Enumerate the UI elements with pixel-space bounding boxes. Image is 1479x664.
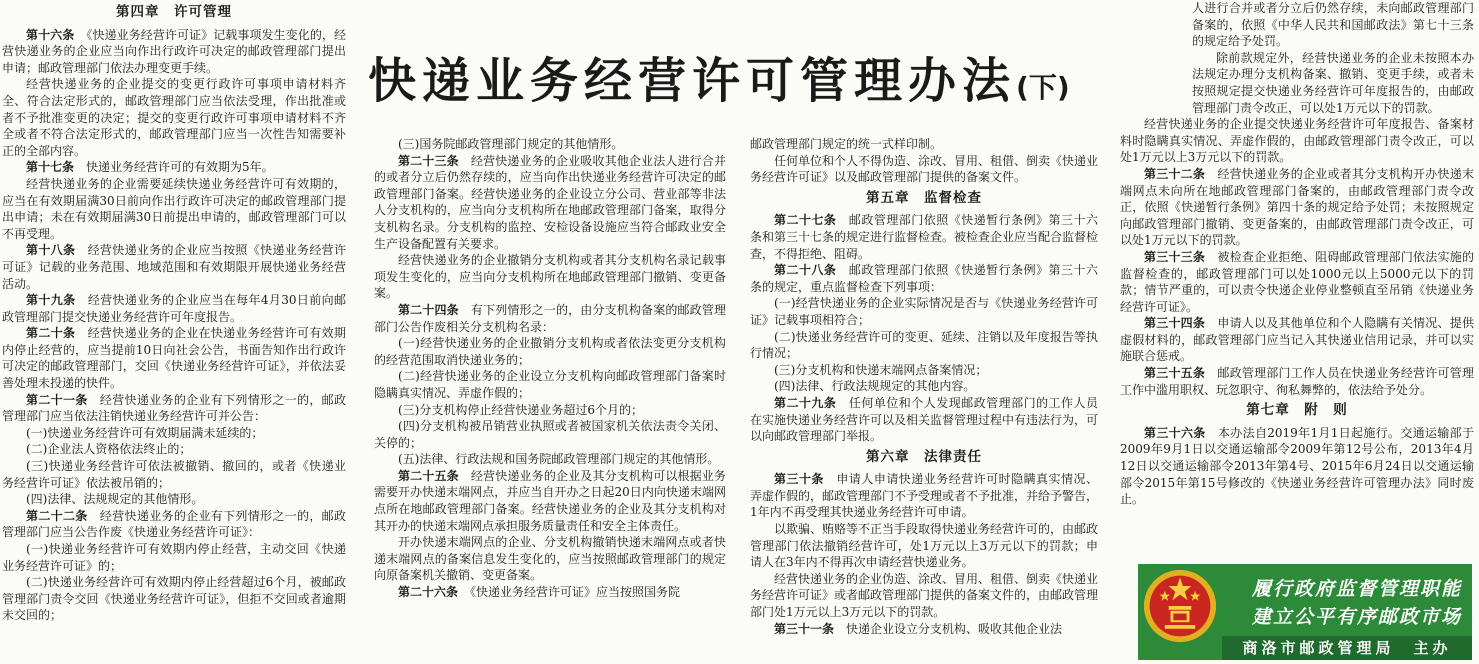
article-number: 第二十一条 bbox=[26, 392, 88, 407]
page-title bbox=[368, 42, 1108, 111]
paragraph-text: 开办快递末端网点的企业、分支机构撤销快递末端网点或者快递末端网点的备案信息发生变化的，应当按照邮政管理部门的规定向原备案机关撤销、变更备案。 bbox=[374, 535, 726, 583]
paragraph-text: (五)法律、行政法规和国务院邮政管理部门规定的其他情形。 bbox=[398, 452, 720, 467]
paragraph-text: 快递业务经营许可的有效期为5年。 bbox=[86, 160, 274, 175]
paragraph bbox=[750, 329, 1098, 362]
paragraph-text: 经营快递业务的企业提交的变更行政许可事项申请材料齐全、符合法定形式的，邮政管理部门应当依法受理，作出批准或者不予批准变更的决定；提交的变更行政许可事项申请材料不齐全或者不符合法定形式的，邮政管理部门应当一次性告知需要补正的全部内容。 bbox=[2, 77, 346, 158]
banner-line-1: 履行政府监督管理职能 bbox=[1252, 578, 1463, 600]
paragraph-text: (二)快递业务经营许可有效期内停止经营超过6个月，被邮政管理部门责令交回《快递业务经营许可证》，但拒不交回或者逾期未交回的； bbox=[2, 575, 346, 623]
paragraph-text: 经营快递业务的企业有下列情形之一的，邮政管理部门应当公告作废《快递业务经营许可证》： bbox=[2, 508, 346, 540]
article-number: 第三十二条 bbox=[1144, 166, 1206, 181]
paragraph bbox=[374, 153, 726, 253]
national-emblem-icon bbox=[1142, 568, 1218, 644]
paragraph-text: 申请人以及其他单位和个人隐瞒有关情况、提供虚假材料的，邮政管理部门应当记入其快递业信用记录，并可以实施联合惩戒。 bbox=[1120, 316, 1474, 364]
paragraph bbox=[750, 153, 1098, 186]
article-number: 第二十八条 bbox=[774, 263, 837, 278]
paragraph bbox=[750, 395, 1098, 445]
paragraph bbox=[1192, 50, 1474, 116]
article-number: 第十九条 bbox=[26, 293, 76, 308]
paragraph-text: (一)快递业务经营许可有效期届满未延续的； bbox=[26, 425, 264, 440]
paragraph-text: 经营快递业务的企业吸收其他企业法人进行合并的或者分立后仍然存续的，应当向作出快递业务经营许可决定的邮政管理部门备案。经营快递业务的企业设立分公司、营业部等非法人分支机构的，应当向分支机构所在地邮政管理部门备案，取得分支机构名录。分支机构的监控、安检设备设施应当符合邮政业安全生产设备配置有关要求。 bbox=[374, 153, 726, 251]
paragraph-text: 《快递业务经营许可证》应当按照国务院 bbox=[470, 585, 681, 600]
paragraph bbox=[750, 621, 1098, 638]
paragraph bbox=[2, 159, 346, 176]
paragraph-text: 经营快递业务的企业需要延续快递业务经营许可有效期的，应当在有效期届满30日前向作出行政许可决定的邮政管理部门提出申请；未在有效期届满30日前提出申请的，邮政管理部门可以不再受理。 bbox=[2, 176, 346, 241]
banner-sponsor: 商洛市邮政管理局 主办 bbox=[1222, 636, 1472, 660]
article-number: 第三十四条 bbox=[1144, 316, 1206, 331]
article-number: 第二十六条 bbox=[398, 585, 459, 600]
article-number: 第十七条 bbox=[26, 160, 75, 175]
article-number: 第二十七条 bbox=[774, 213, 837, 228]
paragraph-text: 快递企业设立分支机构、吸收其他企业法 bbox=[846, 621, 1063, 636]
paragraph bbox=[2, 425, 346, 442]
paragraph bbox=[2, 458, 346, 491]
paragraph-text: (一)经营快递业务的企业实际情况是否与《快递业务经营许可证》记载事项相符合； bbox=[750, 296, 1098, 327]
paragraph-text: (二)经营快递业务的企业设立分支机构向邮政管理部门备案时隐瞒真实情况、弄虚作假的； bbox=[374, 369, 726, 400]
paragraph-text: (三)分支机构停止经营快递业务超过6个月的； bbox=[398, 402, 643, 417]
paragraph bbox=[374, 402, 726, 419]
chapter-heading: 第五章 监督检查 bbox=[866, 189, 982, 206]
paragraph bbox=[750, 362, 1098, 379]
paragraph bbox=[374, 468, 726, 534]
article-number: 第三十条 bbox=[774, 472, 824, 487]
paragraph bbox=[2, 541, 346, 574]
paragraph-text: 邮政管理部门规定的统一式样印制。 bbox=[750, 137, 943, 151]
paragraph-text: (一)快递业务经营许可有效期内停止经营，主动交回《快递业务经营许可证》的； bbox=[2, 542, 346, 573]
article-number: 第二十四条 bbox=[398, 302, 459, 317]
chapter-heading: 第六章 法律责任 bbox=[866, 448, 982, 465]
paragraph-text: (四)法律、法规规定的其他情形。 bbox=[26, 492, 204, 507]
paragraph bbox=[2, 325, 346, 391]
paragraph bbox=[374, 302, 726, 335]
chapter-heading: 第四章 许可管理 bbox=[116, 4, 232, 20]
paragraph-text: 以欺骗、贿赂等不正当手段取得快递业务经营许可的，由邮政管理部门依法撤销经营许可，处1万元以上3万元以下的罚款；申请人在3年内不得再次申请经营快递业务。 bbox=[750, 522, 1098, 570]
paragraph bbox=[750, 295, 1098, 328]
article-number: 第二十九条 bbox=[774, 395, 837, 410]
paragraph bbox=[1120, 425, 1474, 508]
paragraph bbox=[2, 392, 346, 425]
article-number: 第二十条 bbox=[26, 326, 76, 341]
paragraph bbox=[374, 335, 726, 368]
paragraph-text: 经营快递业务的企业伪造、涂改、冒用、租借、倒卖《快递业务经营许可证》或者邮政管理部门提供的备案文件的，由邮政管理部门处1万元以上3万元以下的罚款。 bbox=[750, 571, 1098, 620]
paragraph-text: (二)快递业务经营许可的变更、延续、注销以及年度报告等执行情况； bbox=[750, 329, 1098, 361]
paragraph bbox=[2, 27, 346, 77]
paragraph bbox=[1120, 166, 1474, 249]
paragraph-text: 任何单位和个人发现邮政管理部门的工作人员在实施快递业务经营许可以及相关监督管理过程中有违法行为，可以向邮政管理部门举报。 bbox=[750, 395, 1098, 444]
paragraph bbox=[2, 574, 346, 624]
banner-line-2: 建立公平有序邮政市场 bbox=[1252, 606, 1463, 628]
paragraph-text: 人进行合并或者分立后仍然存续，未向邮政管理部门备案的，依照《中华人民共和国邮政法》第七十三条的规定给予处罚。 bbox=[1192, 1, 1474, 49]
paragraph bbox=[1120, 315, 1474, 365]
paragraph bbox=[374, 534, 726, 584]
paragraph bbox=[2, 176, 346, 242]
slogan-banner bbox=[1138, 564, 1472, 660]
paragraph bbox=[750, 471, 1098, 521]
paragraph-text: 经营快递业务的企业提交快递业务经营许可年度报告、备案材料时隐瞒真实情况、弄虚作假的，由邮政管理部门责令改正，可以处1万元以上3万元以下的罚款。 bbox=[1120, 117, 1474, 165]
article-number: 第二十二条 bbox=[26, 508, 88, 523]
paragraph bbox=[374, 451, 726, 468]
paragraph-text: 申请人申请快递业务经营许可时隐瞒真实情况、弄虚作假的，邮政管理部门不予受理或者不予批准，并给予警告，1年内不再受理其快递业务经营许可申请。 bbox=[750, 472, 1098, 520]
paragraph bbox=[2, 491, 346, 508]
article-number: 第三十五条 bbox=[1144, 366, 1206, 381]
paragraph-text: 本办法自2019年1月1日起施行。交通运输部于2009年9月1日以交通运输部令2009年第12号公布，2013年4月12日以交通运输部令2013年第4号、2015年6月24日以交通运输部令2015年第15号修改的《快递业务经营许可管理办法》同时废止。 bbox=[1120, 425, 1474, 507]
paragraph bbox=[750, 571, 1098, 621]
paragraph bbox=[2, 292, 346, 325]
paragraph-text: (三)快递业务经营许可依法被撤销、撤回的，或者《快递业务经营许可证》依法被吊销的； bbox=[2, 459, 346, 490]
paragraph-text: 经营快递业务的企业有下列情形之一的，邮政管理部门应当依法注销快递业务经营许可并公告： bbox=[2, 392, 346, 424]
title-main: 快递业务经营许可管理办法 bbox=[368, 53, 1017, 109]
paragraph-text: (四)分支机构被吊销营业执照或者被国家机关依法责令关闭、关停的； bbox=[374, 419, 726, 450]
paragraph bbox=[750, 521, 1098, 571]
paragraph-text: 有下列情形之一的，由分支机构备案的邮政管理部门公告作废相关分支机构名录： bbox=[374, 302, 726, 334]
column-4 bbox=[1120, 0, 1474, 564]
paragraph bbox=[1120, 116, 1474, 166]
column-3 bbox=[750, 136, 1098, 664]
column-1 bbox=[2, 0, 346, 664]
article-number: 第三十三条 bbox=[1144, 249, 1206, 264]
article-number: 第十六条 bbox=[26, 27, 75, 42]
paragraph bbox=[374, 252, 726, 302]
paragraph-text: (一)经营快递业务的企业撤销分支机构或者依法变更分支机构的经营范围取消快递业务的； bbox=[374, 336, 726, 367]
paragraph bbox=[750, 378, 1098, 395]
paragraph-text: (二)企业法人资格依法终止的； bbox=[26, 442, 192, 457]
article-number: 第二十三条 bbox=[398, 153, 459, 168]
paragraph-text: 经营快递业务的企业在快递业务经营许可有效期内停止经营的，应当提前10日向社会公告，书面告知作出行政许可决定的邮政管理部门，交回《快递业务经营许可证》，并依法妥善处理未投递的快件。 bbox=[2, 326, 346, 391]
paragraph bbox=[374, 584, 726, 601]
paragraph bbox=[750, 262, 1098, 295]
column-2 bbox=[374, 136, 726, 664]
paragraph-text: 经营快递业务的企业应当按照《快递业务经营许可证》记载的业务范围、地域范围和有效期限开展快递业务经营活动。 bbox=[2, 243, 346, 291]
title-sub: (下) bbox=[1016, 71, 1070, 104]
paragraph-text: 经营快递业务的企业及其分支机构可以根据业务需要开办快递末端网点，并应当自开办之日起20日内向快递末端网点所在地邮政管理部门备案。经营快递业务的企业及其分支机构对其开办的快递末端网点承担服务质量责任和安全主体责任。 bbox=[374, 468, 726, 533]
paragraph bbox=[374, 418, 726, 451]
paragraph bbox=[2, 441, 346, 458]
paragraph-text: (三)分支机构和快递末端网点备案情况； bbox=[774, 362, 988, 377]
paragraph bbox=[2, 242, 346, 292]
paragraph-text: 邮政管理部门工作人员在快递业务经营许可管理工作中滥用职权、玩忽职守、徇私舞弊的，依法给予处分。 bbox=[1120, 366, 1474, 397]
article-number: 第十八条 bbox=[26, 243, 76, 258]
paragraph-text: (三)国务院邮政管理部门规定的其他情形。 bbox=[398, 137, 624, 151]
paragraph bbox=[1120, 249, 1474, 315]
paragraph bbox=[750, 136, 1098, 153]
paragraph-text: 经营快递业务的企业撤销分支机构或者其分支机构名录记载事项发生变化的，应当向分支机构所在地邮政管理部门撤销、变更备案。 bbox=[374, 253, 726, 301]
paragraph bbox=[1120, 365, 1474, 398]
paragraph-text: 《快递业务经营许可证》记载事项发生变化的，经营快递业务的企业应当向作出行政许可决定的邮政管理部门提出申请；邮政管理部门依法办理变更手续。 bbox=[2, 27, 346, 75]
paragraph-text: (四)法律、行政法规规定的其他内容。 bbox=[774, 379, 976, 394]
paragraph-text: 任何单位和个人不得伪造、涂改、冒用、租借、倒卖《快递业务经营许可证》以及邮政管理部门提供的备案文件。 bbox=[750, 153, 1098, 185]
paragraph bbox=[1192, 0, 1474, 50]
paragraph-text: 经营快递业务的企业或者其分支机构开办快递末端网点未向所在地邮政管理部门备案的，由邮政管理部门责令改正，依照《快递暂行条例》第四十条的规定给予处罚；未按照规定向邮政管理部门撤销、变更备案的，由邮政管理部门责令改正，可以处1万元以下的罚款。 bbox=[1120, 166, 1474, 248]
paragraph-text: 被检查企业拒绝、阻碍邮政管理部门依法实施的监督检查的，邮政管理部门可以处1000元以上5000元以下的罚款；情节严重的，可以责令快递企业停业整顿直至吊销《快递业务经营许可证》。 bbox=[1120, 249, 1474, 314]
paragraph-text: 经营快递业务的企业应当在每年4月30日前向邮政管理部门提交快递业务经营许可年度报告。 bbox=[2, 293, 346, 324]
paragraph-text: 邮政管理部门依照《快递暂行条例》第三十六条和第三十七条的规定进行监督检查。被检查企业应当配合监督检查，不得拒绝、阻碍。 bbox=[750, 213, 1098, 261]
paragraph bbox=[2, 76, 346, 159]
chapter-heading: 第七章 附 则 bbox=[1246, 402, 1348, 419]
article-number: 第三十六条 bbox=[1144, 425, 1206, 440]
paragraph bbox=[750, 212, 1098, 262]
paragraph bbox=[374, 136, 726, 153]
paragraph-text: 除前款规定外，经营快递业务的企业未按照本办法规定办理分支机构备案、撤销、变更手续，或者未按照规定提交快递业务经营许可年度报告的，由邮政管理部门责令改正，可以处1万元以下的罚款。 bbox=[1192, 50, 1474, 115]
paragraph bbox=[2, 508, 346, 541]
paragraph-text: 邮政管理部门依照《快递暂行条例》第三十六条的规定，重点监督检查下列事项： bbox=[750, 263, 1098, 294]
article-number: 第三十一条 bbox=[774, 621, 835, 636]
article-number: 第二十五条 bbox=[398, 468, 459, 483]
paragraph bbox=[374, 368, 726, 401]
